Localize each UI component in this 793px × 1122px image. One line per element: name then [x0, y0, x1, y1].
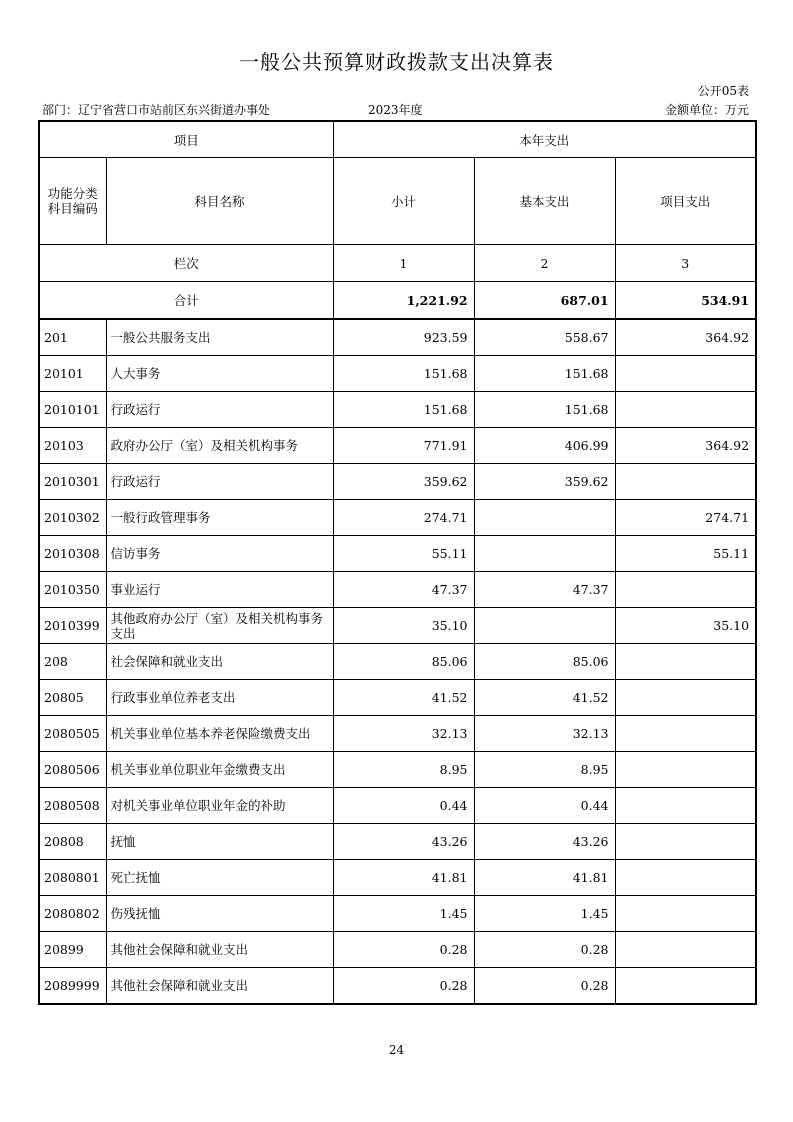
row-subject-name: 抚恤 — [106, 824, 333, 860]
row-code: 2080802 — [39, 896, 106, 932]
row-code: 201 — [39, 319, 106, 356]
row-subtotal: 1.45 — [333, 896, 474, 932]
header-basic: 基本支出 — [474, 158, 615, 245]
row-project — [615, 464, 756, 500]
row-basic: 8.95 — [474, 752, 615, 788]
row-basic: 43.26 — [474, 824, 615, 860]
row-project: 55.11 — [615, 536, 756, 572]
total-label: 合计 — [39, 282, 333, 320]
row-project: 35.10 — [615, 608, 756, 644]
table-row — [39, 572, 756, 608]
row-subject-name: 伤残抚恤 — [106, 896, 333, 932]
row-project — [615, 644, 756, 680]
row-basic — [474, 500, 615, 536]
row-project — [615, 680, 756, 716]
row-subject-name: 事业运行 — [106, 572, 333, 608]
table-row — [39, 644, 756, 680]
total-project: 534.91 — [615, 282, 756, 320]
row-subject-name: 信访事务 — [106, 536, 333, 572]
row-subtotal: 35.10 — [333, 608, 474, 644]
table-row — [39, 752, 756, 788]
row-subject-name: 行政事业单位养老支出 — [106, 680, 333, 716]
row-subject-name: 一般行政管理事务 — [106, 500, 333, 536]
row-subtotal: 8.95 — [333, 752, 474, 788]
row-subtotal: 55.11 — [333, 536, 474, 572]
row-subtotal: 359.62 — [333, 464, 474, 500]
row-subject-name: 对机关事业单位职业年金的补助 — [106, 788, 333, 824]
row-subtotal: 151.68 — [333, 356, 474, 392]
row-subject-name: 政府办公厅（室）及相关机构事务 — [106, 428, 333, 464]
row-subtotal: 41.81 — [333, 860, 474, 896]
table-row — [39, 860, 756, 896]
row-code: 208 — [39, 644, 106, 680]
header-project: 项目支出 — [615, 158, 756, 245]
row-code: 20805 — [39, 680, 106, 716]
row-basic: 1.45 — [474, 896, 615, 932]
row-code: 2080508 — [39, 788, 106, 824]
row-subject-name: 其他社会保障和就业支出 — [106, 932, 333, 968]
row-subtotal: 47.37 — [333, 572, 474, 608]
table-row — [39, 464, 756, 500]
expenditure-table — [38, 120, 757, 1005]
row-subtotal: 923.59 — [333, 319, 474, 356]
row-subtotal: 0.28 — [333, 968, 474, 1005]
row-subject-name: 机关事业单位基本养老保险缴费支出 — [106, 716, 333, 752]
table-row — [39, 716, 756, 752]
row-subtotal: 151.68 — [333, 392, 474, 428]
row-subtotal: 43.26 — [333, 824, 474, 860]
table-row — [39, 319, 756, 356]
amount-unit: 金额单位：万元 — [664, 103, 749, 117]
row-project — [615, 788, 756, 824]
table-row — [39, 968, 756, 1005]
row-basic: 0.44 — [474, 788, 615, 824]
row-project — [615, 932, 756, 968]
row-basic: 0.28 — [474, 932, 615, 968]
row-subject-name: 人大事务 — [106, 356, 333, 392]
header-column-no: 栏次 — [39, 245, 333, 282]
form-number: 公开05表 — [697, 84, 749, 98]
row-subject-name: 一般公共服务支出 — [106, 319, 333, 356]
row-subtotal: 274.71 — [333, 500, 474, 536]
header-subject-name: 科目名称 — [106, 158, 333, 245]
row-subject-name: 社会保障和就业支出 — [106, 644, 333, 680]
row-project — [615, 356, 756, 392]
header-col1: 1 — [333, 245, 474, 282]
row-basic: 41.52 — [474, 680, 615, 716]
row-project — [615, 572, 756, 608]
row-basic: 406.99 — [474, 428, 615, 464]
row-subtotal: 85.06 — [333, 644, 474, 680]
row-basic: 558.67 — [474, 319, 615, 356]
row-subject-name: 行政运行 — [106, 464, 333, 500]
header-current-year-expense: 本年支出 — [333, 121, 756, 158]
row-code: 2010302 — [39, 500, 106, 536]
table-row — [39, 356, 756, 392]
row-subject-name: 行政运行 — [106, 392, 333, 428]
row-basic — [474, 536, 615, 572]
row-code: 2010350 — [39, 572, 106, 608]
table-row — [39, 680, 756, 716]
row-subtotal: 41.52 — [333, 680, 474, 716]
row-code: 2010399 — [39, 608, 106, 644]
row-code: 20899 — [39, 932, 106, 968]
table-row — [39, 392, 756, 428]
row-project — [615, 896, 756, 932]
total-subtotal: 1,221.92 — [333, 282, 474, 320]
row-code: 2089999 — [39, 968, 106, 1005]
row-subtotal: 0.28 — [333, 932, 474, 968]
row-basic: 32.13 — [474, 716, 615, 752]
fiscal-year: 2023年度 — [368, 103, 423, 117]
page-number: 24 — [388, 1043, 405, 1057]
row-basic: 41.81 — [474, 860, 615, 896]
row-code: 2010301 — [39, 464, 106, 500]
row-project — [615, 824, 756, 860]
row-project: 274.71 — [615, 500, 756, 536]
table-row — [39, 788, 756, 824]
page-title: 一般公共预算财政拨款支出决算表 — [239, 50, 554, 74]
row-code: 2010101 — [39, 392, 106, 428]
row-subject-name: 其他政府办公厅（室）及相关机构事务支出 — [106, 608, 333, 644]
row-project — [615, 716, 756, 752]
row-code: 2080505 — [39, 716, 106, 752]
row-project — [615, 968, 756, 1005]
row-subtotal: 32.13 — [333, 716, 474, 752]
row-subject-name: 其他社会保障和就业支出 — [106, 968, 333, 1005]
row-basic: 359.62 — [474, 464, 615, 500]
row-code: 2080801 — [39, 860, 106, 896]
row-code: 20103 — [39, 428, 106, 464]
row-code: 20101 — [39, 356, 106, 392]
row-project — [615, 752, 756, 788]
row-basic: 151.68 — [474, 356, 615, 392]
header-col3: 3 — [615, 245, 756, 282]
row-project: 364.92 — [615, 319, 756, 356]
table-row — [39, 896, 756, 932]
row-project: 364.92 — [615, 428, 756, 464]
table-row — [39, 824, 756, 860]
total-basic: 687.01 — [474, 282, 615, 320]
department-label: 部门：辽宁省营口市站前区东兴街道办事处 — [42, 103, 271, 117]
table-row — [39, 536, 756, 572]
row-project — [615, 860, 756, 896]
row-subject-name: 死亡抚恤 — [106, 860, 333, 896]
row-code: 20808 — [39, 824, 106, 860]
header-subtotal: 小计 — [333, 158, 474, 245]
row-basic: 0.28 — [474, 968, 615, 1005]
header-col2: 2 — [474, 245, 615, 282]
row-basic: 151.68 — [474, 392, 615, 428]
table-row — [39, 428, 756, 464]
header-item: 项目 — [39, 121, 333, 158]
row-basic: 47.37 — [474, 572, 615, 608]
table-row — [39, 608, 756, 644]
table-row — [39, 932, 756, 968]
row-subject-name: 机关事业单位职业年金缴费支出 — [106, 752, 333, 788]
header-code: 功能分类科目编码 — [39, 158, 106, 245]
row-code: 2080506 — [39, 752, 106, 788]
row-basic: 85.06 — [474, 644, 615, 680]
row-basic — [474, 608, 615, 644]
table-row — [39, 500, 756, 536]
row-subtotal: 0.44 — [333, 788, 474, 824]
row-project — [615, 392, 756, 428]
row-code: 2010308 — [39, 536, 106, 572]
row-subtotal: 771.91 — [333, 428, 474, 464]
